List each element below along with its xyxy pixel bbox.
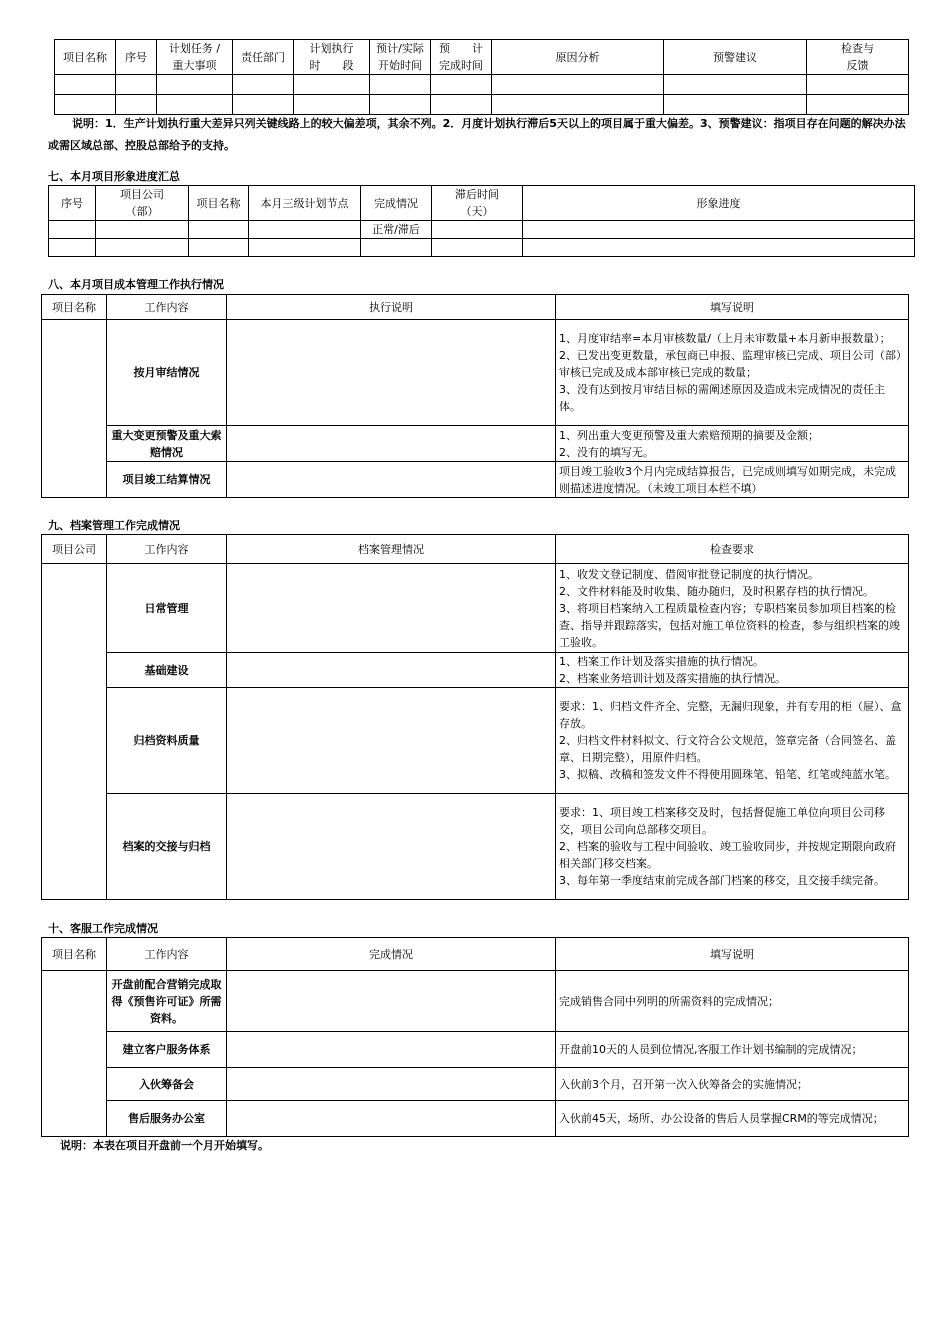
table-row xyxy=(42,688,909,794)
check-requirement: 要求：1、项目竣工档案移交及时，包括督促施工单位向项目公司移交，项目公司向总部移交项目。 2、档案的验收与工程中间验收、竣工验收同步，并按规定期限向政府相关部门移交档案。 3、每年第一季度结束前完成各部门档案的移交，且交接手续完备。 xyxy=(556,794,909,900)
table-header-row xyxy=(42,535,909,564)
completion-cell xyxy=(227,971,556,1032)
archive-status-cell xyxy=(227,794,556,900)
customer-service-table xyxy=(41,937,909,1137)
completion-cell xyxy=(227,1032,556,1068)
col-header: 完成情况 xyxy=(227,938,556,971)
table-row xyxy=(42,462,909,498)
col-header: 序号 xyxy=(49,186,96,221)
completion-cell xyxy=(227,1101,556,1137)
col-header: 本月三级计划节点 xyxy=(249,186,361,221)
plan-deviation-note: 说明：1．生产计划执行重大差异只列关键线路上的较大偏差项，其余不列。2．月度计划执行滞后5天以上的项目属于重大偏差。3、预警建议：指项目存在问题的解决办法或需区域总部、控股总部给予的支持。 xyxy=(48,117,906,152)
work-item: 售后服务办公室 xyxy=(107,1101,227,1137)
col-header: 检查要求 xyxy=(556,535,909,564)
section-10-title: 十、客服工作完成情况 xyxy=(48,922,158,935)
col-header: 工作内容 xyxy=(107,295,227,320)
col-header: 预 计 完成时间 xyxy=(431,40,492,75)
col-header: 序号 xyxy=(116,40,157,75)
table-row xyxy=(55,95,909,115)
table-row xyxy=(49,239,915,257)
table-row xyxy=(42,971,909,1032)
table-row xyxy=(42,564,909,653)
work-item: 日常管理 xyxy=(107,564,227,653)
col-header: 项目公司 （部） xyxy=(96,186,189,221)
execution-cell xyxy=(227,426,556,462)
archive-management-table xyxy=(41,534,909,900)
archive-status-cell xyxy=(227,688,556,794)
table-row xyxy=(42,1101,909,1137)
project-name-cell xyxy=(42,320,107,498)
col-header: 计划执行 时 段 xyxy=(294,40,370,75)
col-header: 工作内容 xyxy=(107,535,227,564)
work-item: 档案的交接与归档 xyxy=(107,794,227,900)
table-header-row xyxy=(42,295,909,320)
check-requirement: 要求：1、归档文件齐全、完整，无漏归现象，并有专用的柜（屉）、盒存放。 2、归档文件材料拟文、行文符合公文规范，签章完备（合同签名、盖章、日期完整），用原件归档。 3、拟稿、改稿和签发文件不得使用圆珠笔、铅笔、红笔或纯蓝水笔。 xyxy=(556,688,909,794)
cost-management-table xyxy=(41,294,909,498)
table-row xyxy=(42,1032,909,1068)
col-header: 形象进度 xyxy=(523,186,915,221)
work-item: 按月审结情况 xyxy=(107,320,227,426)
col-header: 完成情况 xyxy=(361,186,432,221)
check-requirement: 1、档案工作计划及落实措施的执行情况。 2、档案业务培训计划及落实措施的执行情况。 xyxy=(556,653,909,688)
table-header-row xyxy=(55,40,909,75)
fill-instruction: 1、月度审结率=本月审核数量/（上月未审数量+本月新申报数量）； 2、已发出变更数量，承包商已申报、监理审核已完成、项目公司（部）审核已完成及成本部审核已完成的数量； 3、没有达到按月审结目标的需阐述原因及造成未完成情况的责任主体。 xyxy=(556,320,909,426)
fill-instruction: 1、列出重大变更预警及重大索赔预期的摘要及金额； 2、没有的填写无。 xyxy=(556,426,909,462)
col-header: 项目公司 xyxy=(42,535,107,564)
archive-status-cell xyxy=(227,653,556,688)
execution-cell xyxy=(227,320,556,426)
table-row xyxy=(42,1068,909,1101)
work-item: 基础建设 xyxy=(107,653,227,688)
image-progress-table xyxy=(48,185,915,257)
fill-instruction: 开盘前10天的人员到位情况,客服工作计划书编制的完成情况； xyxy=(556,1032,909,1068)
col-header: 项目名称 xyxy=(189,186,249,221)
col-header: 执行说明 xyxy=(227,295,556,320)
col-header: 预计/实际 开始时间 xyxy=(370,40,431,75)
work-item: 入伙筹备会 xyxy=(107,1068,227,1101)
work-item: 重大变更预警及重大索赔情况 xyxy=(107,426,227,462)
col-header: 原因分析 xyxy=(492,40,664,75)
table-row xyxy=(42,320,909,426)
archive-status-cell xyxy=(227,564,556,653)
work-item: 项目竣工结算情况 xyxy=(107,462,227,498)
col-header: 填写说明 xyxy=(556,938,909,971)
col-header: 填写说明 xyxy=(556,295,909,320)
col-header: 工作内容 xyxy=(107,938,227,971)
col-header: 预警建议 xyxy=(664,40,807,75)
section-9-title: 九、档案管理工作完成情况 xyxy=(48,519,180,532)
table-header-row xyxy=(42,938,909,971)
fill-instruction: 项目竣工验收3个月内完成结算报告，已完成则填写如期完成，未完成则描述进度情况。（未竣工项目本栏不填） xyxy=(556,462,909,498)
plan-deviation-table xyxy=(54,39,909,115)
status-cell: 正常/滞后 xyxy=(361,221,432,239)
fill-instruction: 入伙前3个月，召开第一次入伙筹备会的实施情况； xyxy=(556,1068,909,1101)
work-item: 建立客户服务体系 xyxy=(107,1032,227,1068)
project-name-cell xyxy=(42,971,107,1137)
section-7-title: 七、本月项目形象进度汇总 xyxy=(48,170,180,183)
section-8-title: 八、本月项目成本管理工作执行情况 xyxy=(48,278,224,291)
col-header: 项目名称 xyxy=(55,40,116,75)
col-header: 计划任务 / 重大事项 xyxy=(157,40,233,75)
table-row xyxy=(42,794,909,900)
col-header: 项目名称 xyxy=(42,938,107,971)
work-item: 归档资料质量 xyxy=(107,688,227,794)
project-company-cell xyxy=(42,564,107,900)
completion-cell xyxy=(227,1068,556,1101)
execution-cell xyxy=(227,462,556,498)
table-header-row xyxy=(49,186,915,221)
col-header: 滞后时间 （天） xyxy=(432,186,523,221)
work-item: 开盘前配合营销完成取得《预售许可证》所需资料。 xyxy=(107,971,227,1032)
col-header: 检查与 反馈 xyxy=(807,40,909,75)
fill-instruction: 完成销售合同中列明的所需资料的完成情况； xyxy=(556,971,909,1032)
customer-service-note: 说明：本表在项目开盘前一个月开始填写。 xyxy=(60,1139,269,1152)
col-header: 责任部门 xyxy=(233,40,294,75)
fill-instruction: 入伙前45天，场所、办公设备的售后人员掌握CRM的等完成情况； xyxy=(556,1101,909,1137)
table-row xyxy=(42,653,909,688)
col-header: 档案管理情况 xyxy=(227,535,556,564)
table-row xyxy=(55,75,909,95)
table-row xyxy=(42,426,909,462)
col-header: 项目名称 xyxy=(42,295,107,320)
table-row xyxy=(49,221,915,239)
check-requirement: 1、收发文登记制度、借阅审批登记制度的执行情况。 2、文件材料能及时收集、随办随归，及时积累存档的执行情况。 3、将项目档案纳入工程质量检查内容；专职档案员参加项目档案的检查、指导并跟踪落实，包括对施工单位资料的检查，参与组织档案的竣工验收。 xyxy=(556,564,909,653)
